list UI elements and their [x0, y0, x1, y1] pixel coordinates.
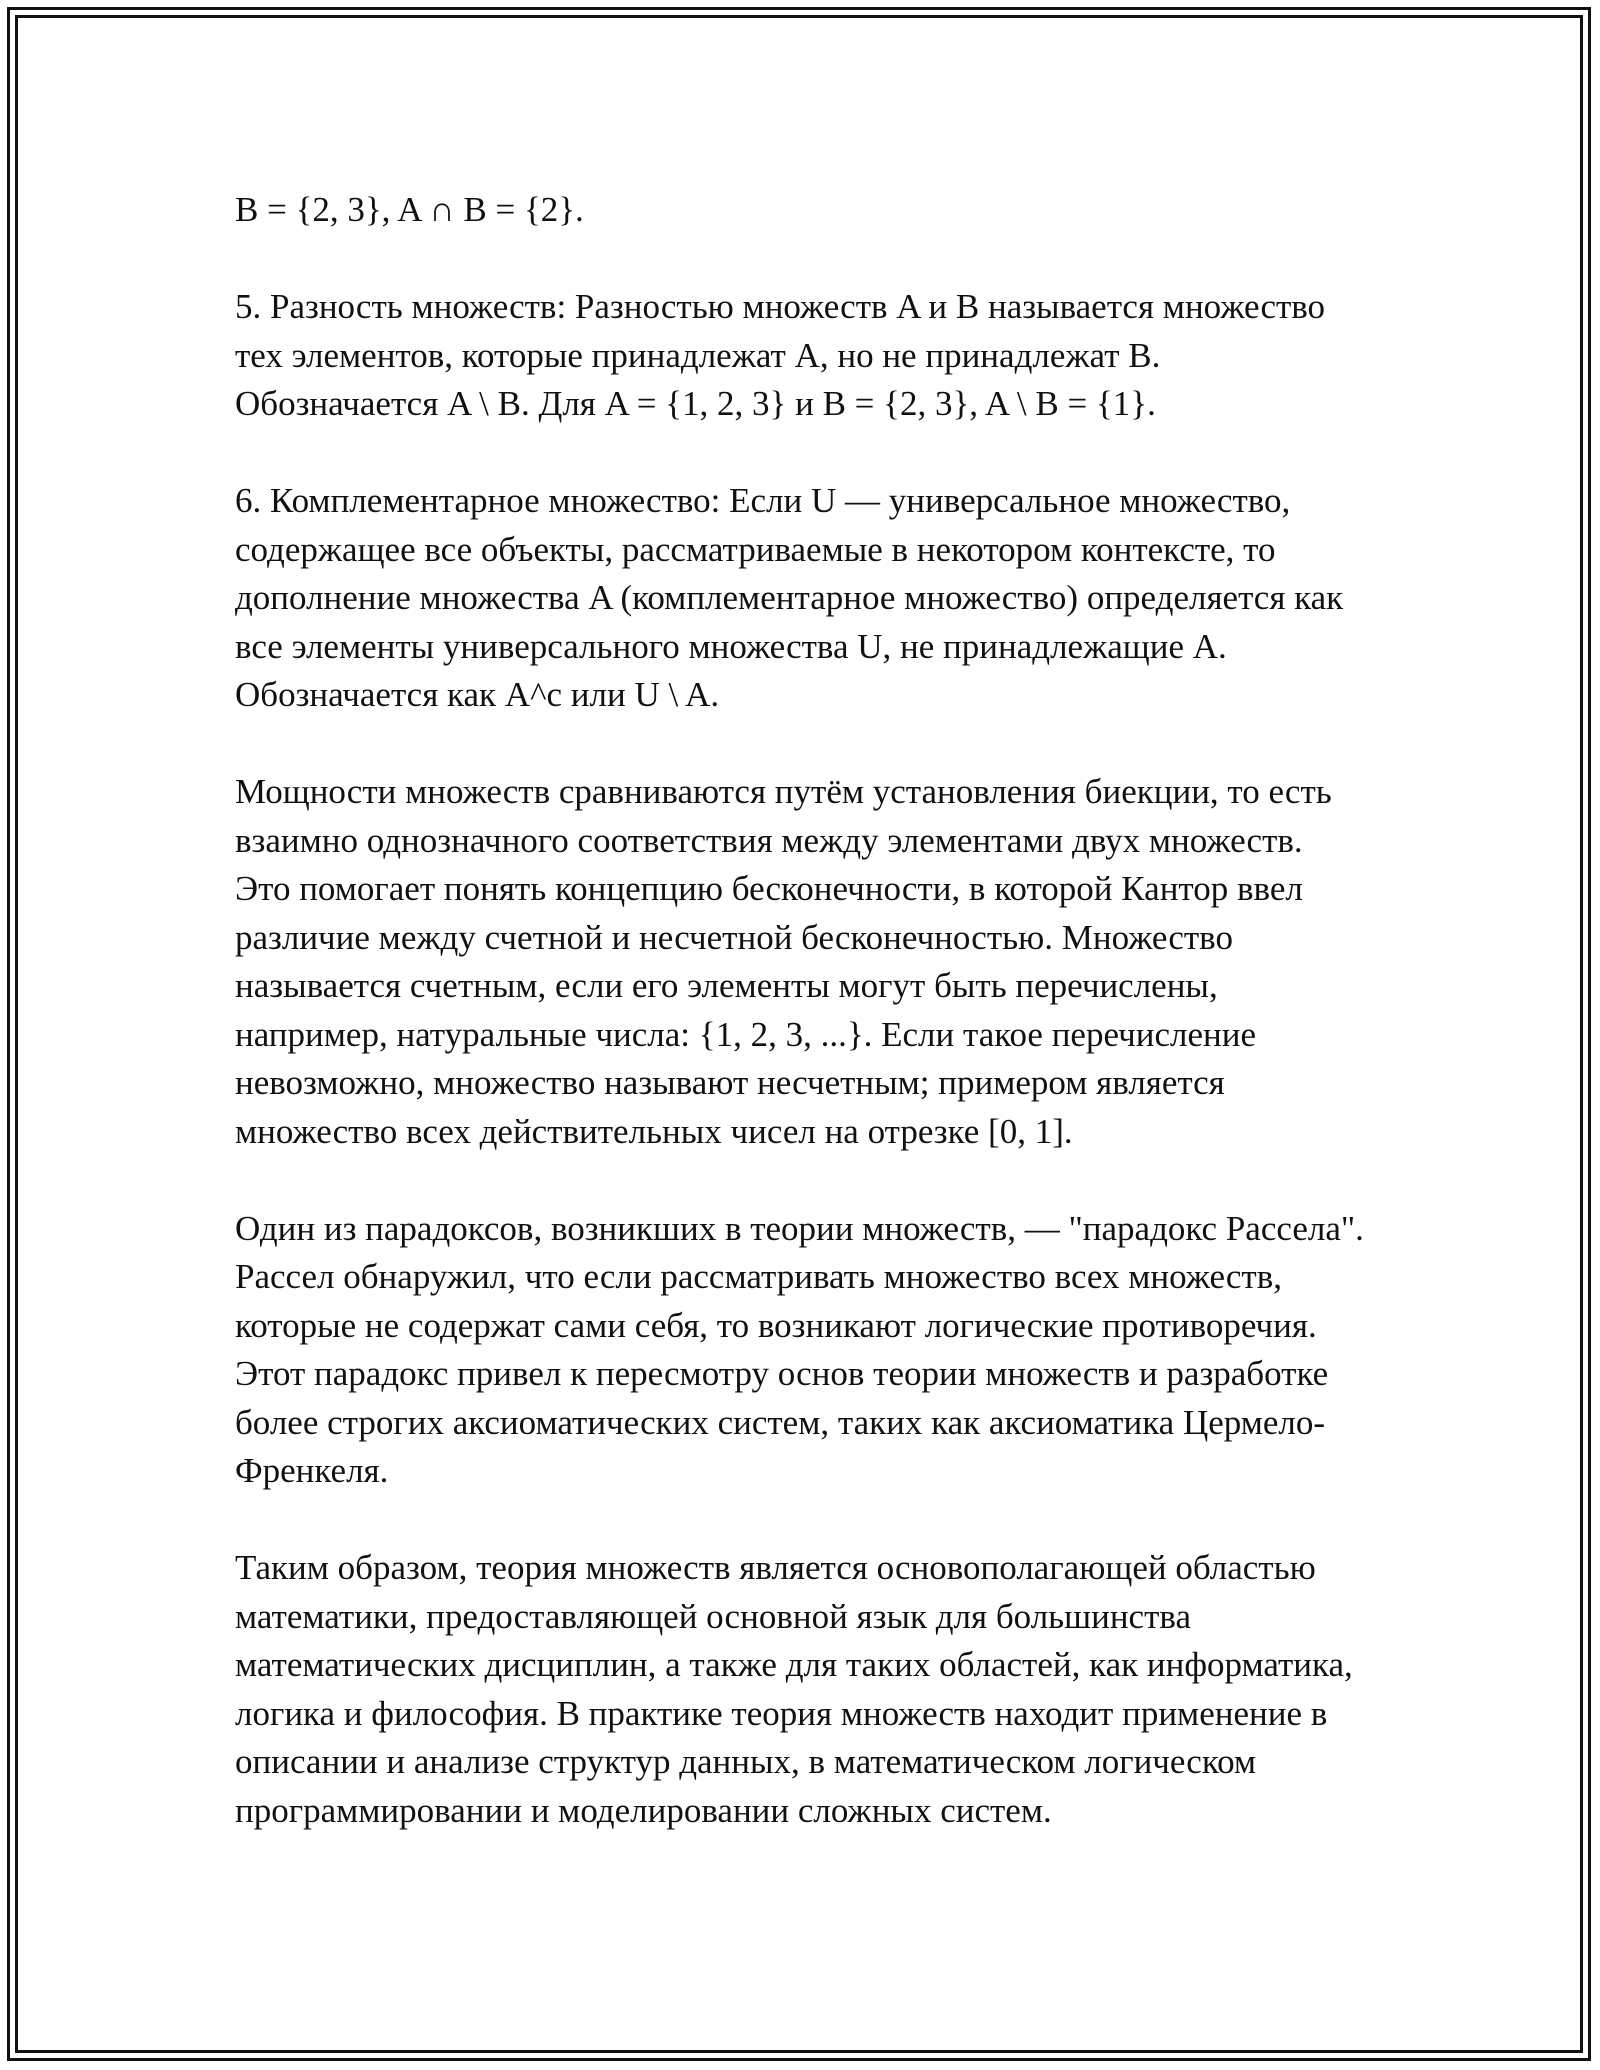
document-body [235, 186, 1365, 1835]
paragraph-russell-paradox: Один из парадоксов, возникших в теории множеств, — "парадокс Рассела". Рассел обнаружил, что если рассматривать множество всех множеств, которые не содержат сами себя, то возникают логические противоречия. Этот парадокс привел к пересмотру основ теории множеств и разработке более строгих аксиоматических систем, таких как аксиоматика Цермело-Френкеля. [235, 1208, 1364, 1490]
paragraph-complement-set: 6. Комплементарное множество: Если U — универсальное множество, содержащее все объекты, рассматриваемые в некотором контексте, то дополнение множества A (комплементарное множество) определяется как все элементы универсального множества U, не принадлежащие A. Обозначается как A^c или U \ A. [235, 481, 1344, 714]
paragraph-intersection-example: B = {2, 3}, A ∩ B = {2}. [235, 190, 584, 229]
paragraph-cardinality: Мощности множеств сравниваются путём установления биекции, то есть взаимно однозначного соответствия между элементами двух множеств. Это помогает понять концепцию бесконечности, в которой Кантор ввел различие между счетной и несчетной бесконечностью. Множество называется счетным, если его элементы могут быть перечислены, например, натуральные числа: {1, 2, 3, ...}. Если такое перечисление невозможно, множество называют несчетным; примером является множество всех действительных чисел на отрезке [0, 1]. [235, 772, 1332, 1151]
paragraph-set-difference: 5. Разность множеств: Разностью множеств A и B называется множество тех элементов, которые принадлежат A, но не принадлежат B. Обозначается A \ B. Для A = {1, 2, 3} и B = {2, 3}, A \ B = {1}. [235, 287, 1326, 423]
paragraph-conclusion: Таким образом, теория множеств является основополагающей областью математики, предоставляющей основной язык для большинства математических дисциплин, а также для таких областей, как информатика, логика и философия. В практике теория множеств находит применение в описании и анализе структур данных, в математическом логическом программировании и моделировании сложных систем. [235, 1548, 1353, 1830]
